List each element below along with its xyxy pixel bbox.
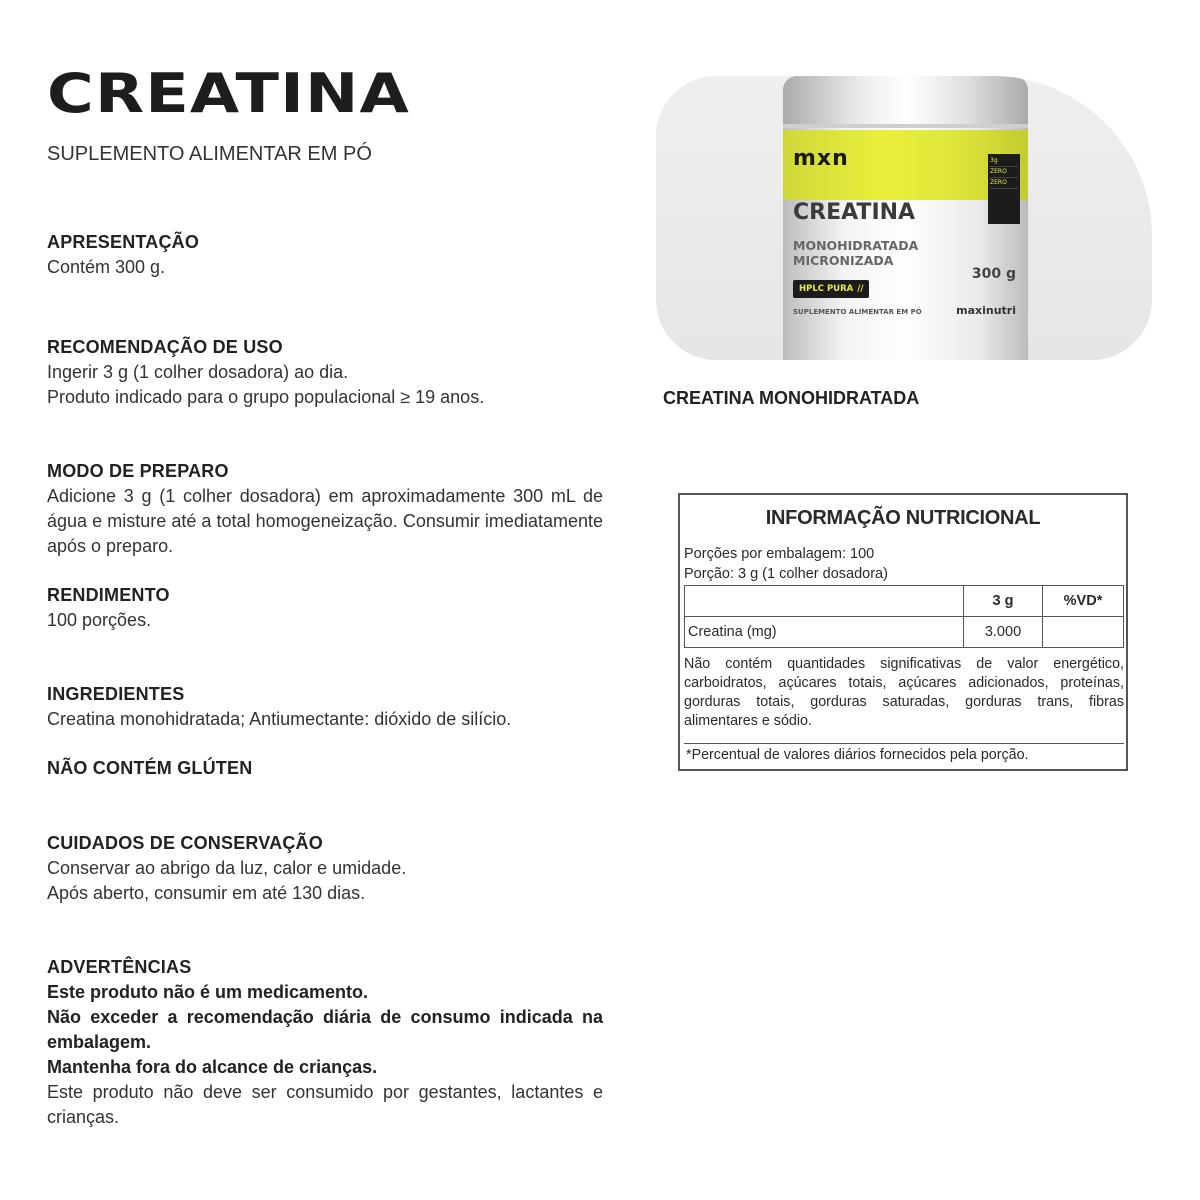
section-heading: ADVERTÊNCIAS [47,957,192,977]
section-rendimento [47,583,603,633]
column-header: %VD* [1043,586,1124,617]
section-advertencias [47,955,603,1130]
section-heading: INGREDIENTES [47,684,185,704]
nutrition-note: Não contém quantidades significativas de valor energético, carboidratos, açúcares totais, açúcares adicionados, proteínas, gorduras totais, gorduras saturadas, gorduras trans, fibras alimentares e sódio. [684,656,1124,729]
brand-logo: mxn [793,146,849,171]
jar-footer: SUPLEMENTO ALIMENTAR EM PÓ [793,308,922,316]
product-caption: CREATINA MONOHIDRATADA [663,388,920,408]
section-heading: APRESENTAÇÃO [47,232,200,252]
section-preparo [47,459,603,559]
warning-text: Não exceder a recomendação diária de consumo indicada na embalagem. [47,1007,603,1052]
nutrition-footnote: *Percentual de valores diários fornecidos pela porção. [686,747,1029,763]
section-text: Produto indicado para o grupo populacional ≥ 19 anos. [47,387,485,407]
section-gluten [47,756,603,781]
nutrition-title: INFORMAÇÃO NUTRICIONAL [765,507,1041,529]
portion-line: Porção: 3 g (1 colher dosadora) [684,566,888,582]
section-text: Conservar ao abrigo da luz, calor e umidade. [47,858,407,878]
row-value: 3.000 [964,617,1043,648]
warning-text: Mantenha fora do alcance de crianças. [47,1057,378,1077]
section-heading: RECOMENDAÇÃO DE USO [47,337,283,357]
section-ingredientes [47,682,603,732]
section-text: Creatina monohidratada; Antiumectante: dióxido de silício. [47,709,512,729]
page-title: CREATINA [47,62,410,125]
row-vd [1043,617,1124,648]
servings-line: Porções por embalagem: 100 [684,546,875,562]
row-label: Creatina (mg) [685,617,964,648]
stripes-icon: // [857,284,864,294]
nutrition-facts [678,493,1128,771]
divider [684,743,1124,744]
section-text: Adicione 3 g (1 colher dosadora) em aproximadamente 300 mL de água e misture até a total homogeneização. Consumir imediatamente após o preparo. [47,486,603,556]
page-subtitle: SUPLEMENTO ALIMENTAR EM PÓ [47,143,372,165]
section-heading: CUIDADOS DE CONSERVAÇÃO [47,833,323,853]
section-text: Após aberto, consumir em até 130 dias. [47,883,366,903]
jar-side-panel: 3g ZERO ZERO [988,154,1020,224]
table-row [685,586,1124,617]
column-header: 3 g [964,586,1043,617]
section-recomendacao [47,335,603,410]
product-jar [783,76,1028,360]
jar-badge: HPLC PURA // [793,280,869,298]
section-conservacao [47,831,603,906]
maker-logo: maxinutri [956,304,1016,317]
jar-subtitle: MONOHIDRATADA MICRONIZADA [793,238,919,268]
section-text: 100 porções. [47,610,152,630]
jar-product-name: CREATINA [793,200,916,225]
section-apresentacao [47,230,603,280]
section-heading: MODO DE PREPARO [47,461,229,481]
section-heading: NÃO CONTÉM GLÚTEN [47,758,253,778]
product-image [656,76,1152,360]
table-row [685,617,1124,648]
section-text: Contém 300 g. [47,257,166,277]
jar-lid [783,76,1028,128]
section-heading: RENDIMENTO [47,585,170,605]
section-text: Este produto não deve ser consumido por gestantes, lactantes e crianças. [47,1082,603,1127]
warning-text: Este produto não é um medicamento. [47,982,369,1002]
section-text: Ingerir 3 g (1 colher dosadora) ao dia. [47,362,349,382]
nutrition-table [684,585,1124,648]
jar-weight: 300 g [971,266,1016,282]
